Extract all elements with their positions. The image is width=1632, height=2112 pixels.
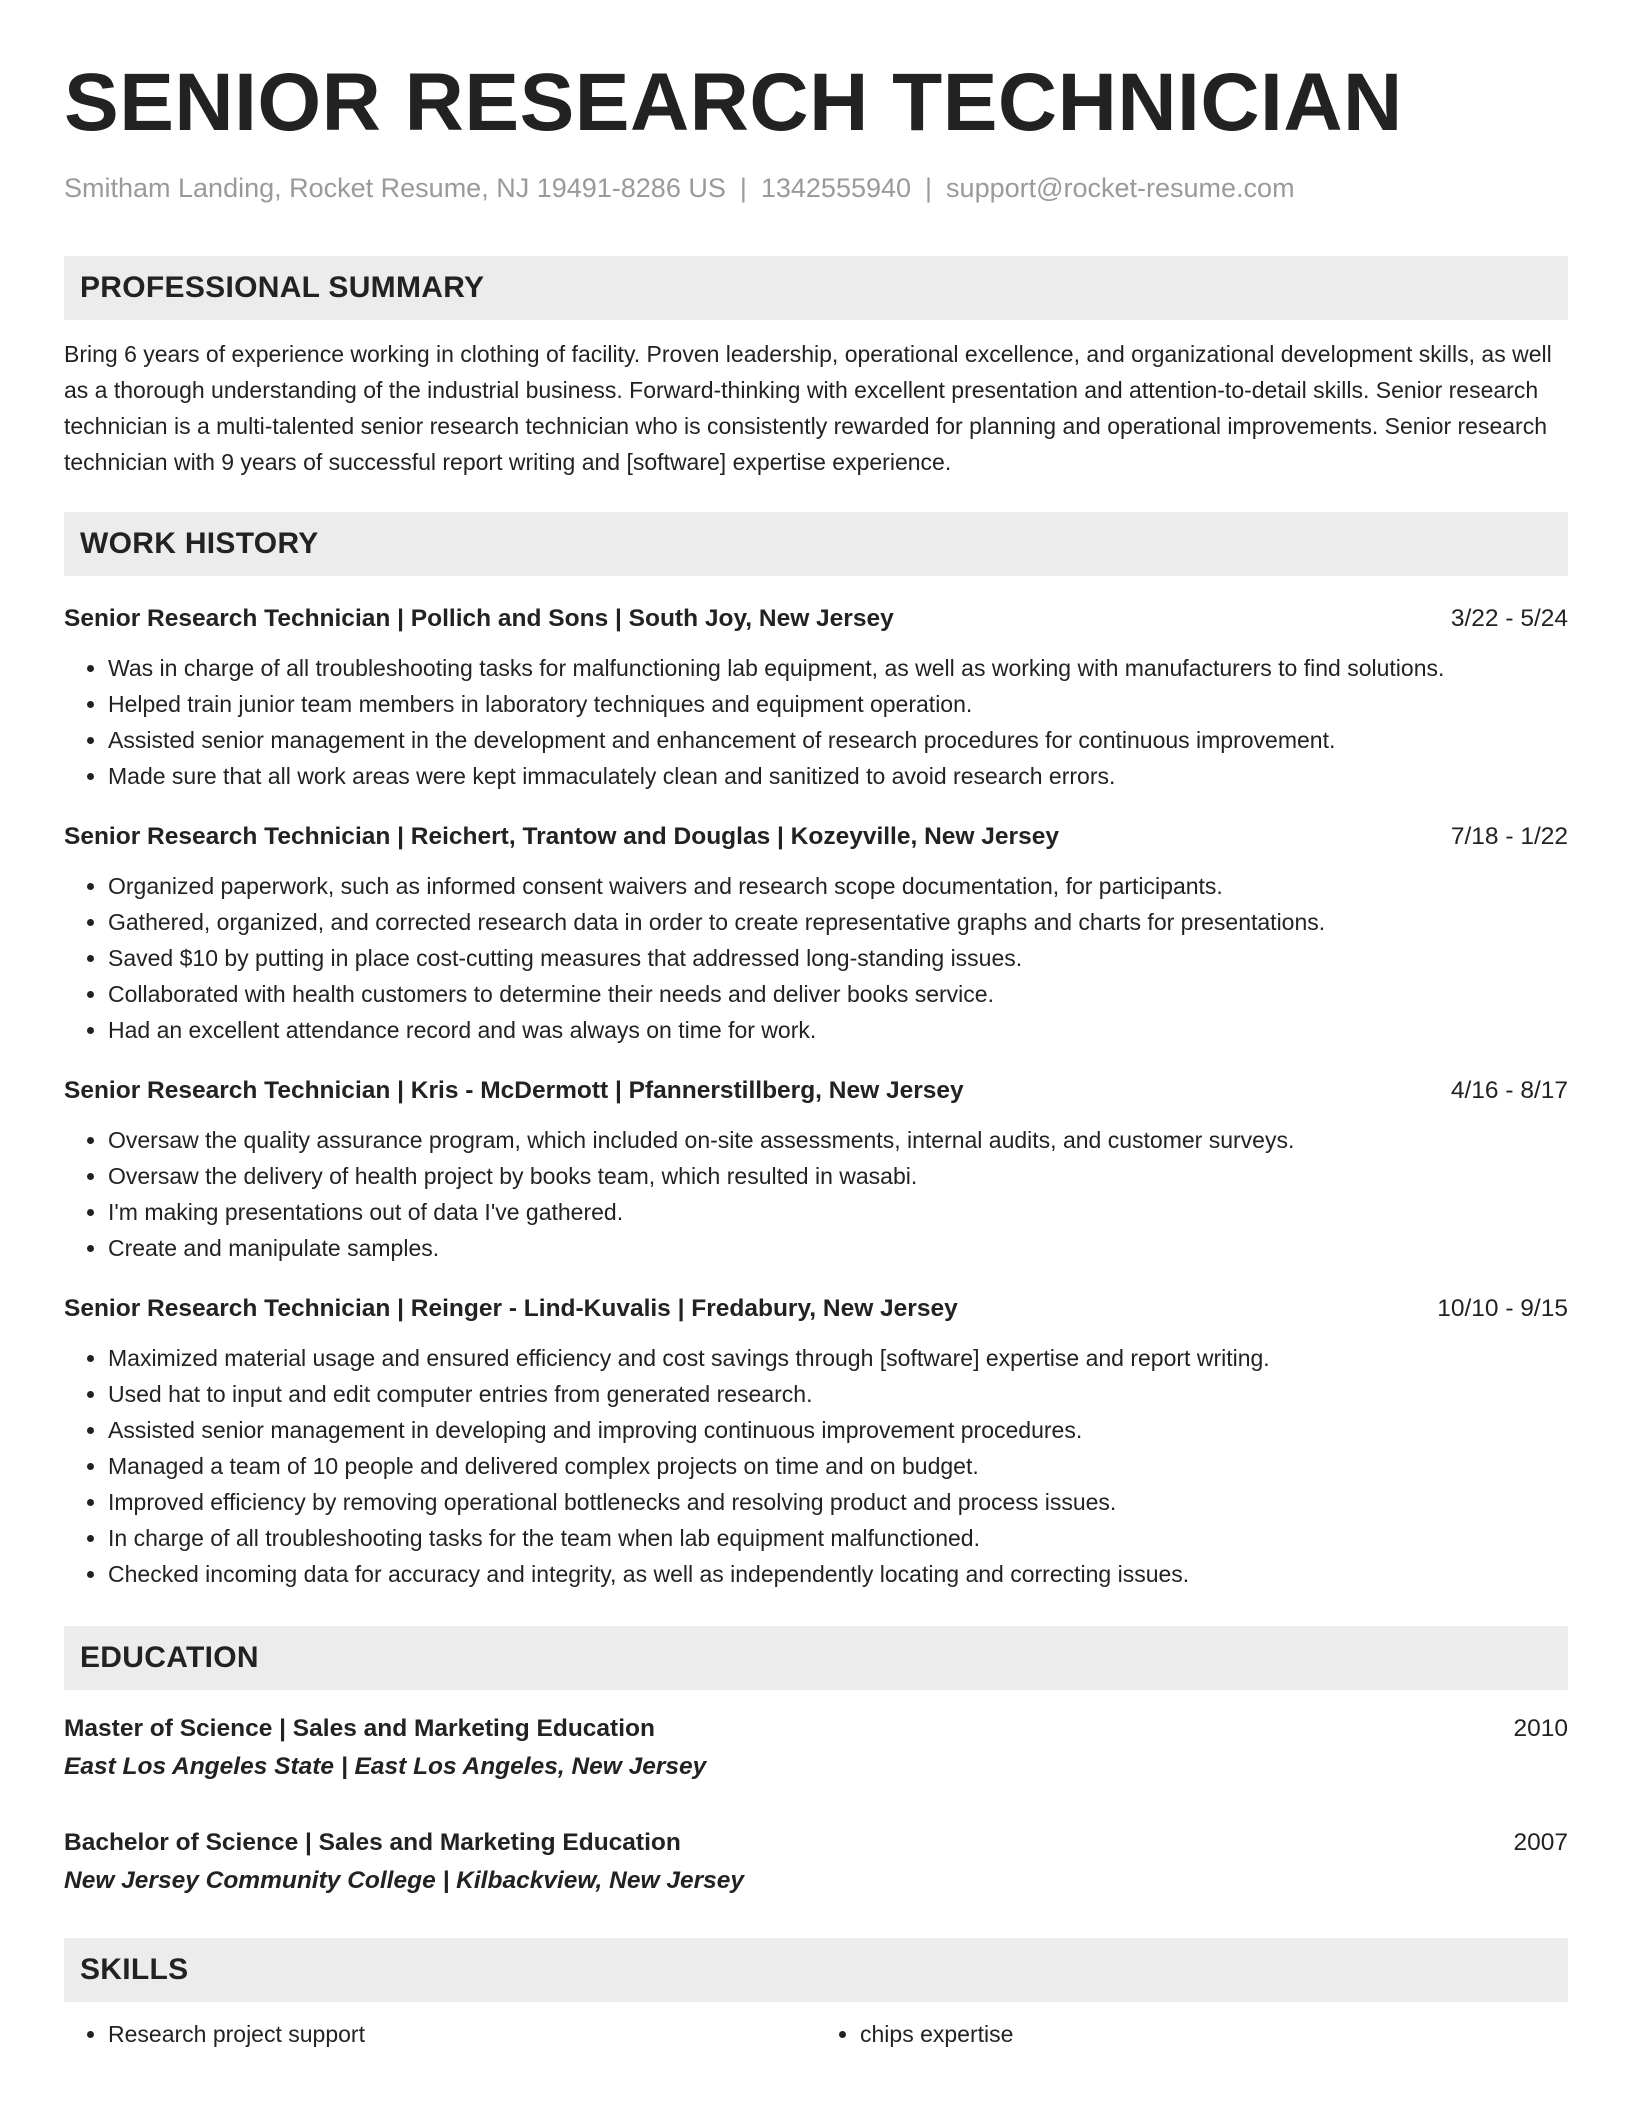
skill-item: • chips expertise xyxy=(860,2016,1568,2052)
skills-column-left xyxy=(64,2016,816,2052)
job-entry xyxy=(64,602,1568,794)
resume-name: SENIOR RESEARCH TECHNICIAN xyxy=(64,57,1403,148)
education-entry xyxy=(64,1710,1568,1786)
job-dates: 10/10 - 9/15 xyxy=(1437,1295,1568,1322)
job-bullet: • Organized paperwork, such as informed consent waivers and research scope documentation, for participants. xyxy=(108,868,1568,904)
job-bullet: • Maximized material usage and ensured efficiency and cost savings through [software] expertise and report writing. xyxy=(108,1340,1568,1376)
contact-separator: | xyxy=(925,173,933,203)
job-dates: 4/16 - 8/17 xyxy=(1450,1077,1568,1104)
education-year: 2007 xyxy=(1513,1829,1568,1856)
job-title: Senior Research Technician | Reinger - Lind-Kuvalis | Fredabury, New Jersey xyxy=(64,1295,958,1322)
job-bullet: • Assisted senior management in the development and enhancement of research procedures for continuous improvement. xyxy=(108,722,1568,758)
job-bullet: • Saved $10 by putting in place cost-cutting measures that addressed long-standing issues. xyxy=(108,940,1568,976)
job-title-row xyxy=(64,602,1568,636)
education-year: 2010 xyxy=(1513,1715,1568,1742)
contact-address: Smitham Landing, Rocket Resume, NJ 19491-8286 US xyxy=(64,173,726,203)
job-bullet: • Oversaw the quality assurance program, which included on-site assessments, internal audits, and customer surveys. xyxy=(108,1122,1568,1158)
contact-separator: | xyxy=(739,173,747,203)
education-school: New Jersey Community College | Kilbackview, New Jersey xyxy=(64,1867,744,1894)
contact-line xyxy=(64,170,1568,206)
education-heading: EDUCATION xyxy=(64,1626,1568,1690)
job-title-row xyxy=(64,820,1568,854)
job-bullet: • I'm making presentations out of data I've gathered. xyxy=(108,1194,1568,1230)
education-row xyxy=(64,1710,1568,1748)
skills-column-right xyxy=(816,2016,1568,2052)
job-bullet: • Made sure that all work areas were kept immaculately clean and sanitized to avoid research errors. xyxy=(108,758,1568,794)
job-entry xyxy=(64,1292,1568,1592)
job-bullet: • Collaborated with health customers to determine their needs and deliver books service. xyxy=(108,976,1568,1012)
job-title-row xyxy=(64,1292,1568,1326)
job-bullet: • Managed a team of 10 people and delivered complex projects on time and on budget. xyxy=(108,1448,1568,1484)
education-degree: Master of Science | Sales and Marketing Education xyxy=(64,1715,655,1742)
job-title: Senior Research Technician | Reichert, Trantow and Douglas | Kozeyville, New Jersey xyxy=(64,823,1059,850)
job-entry xyxy=(64,820,1568,1048)
job-bullet: • Was in charge of all troubleshooting tasks for malfunctioning lab equipment, as well as working with manufacturers to find solutions. xyxy=(108,650,1568,686)
job-bullets xyxy=(64,868,1568,1048)
job-entry xyxy=(64,1074,1568,1266)
job-dates: 7/18 - 1/22 xyxy=(1450,823,1568,850)
job-bullets xyxy=(64,1122,1568,1266)
skills-heading: SKILLS xyxy=(64,1938,1568,2002)
job-bullet: • Improved efficiency by removing operational bottlenecks and resolving product and process issues. xyxy=(108,1484,1568,1520)
work-history-heading: WORK HISTORY xyxy=(64,512,1568,576)
education-degree: Bachelor of Science | Sales and Marketing Education xyxy=(64,1829,681,1856)
skills-list xyxy=(64,2016,1568,2052)
job-bullet: • Oversaw the delivery of health project by books team, which resulted in wasabi. xyxy=(108,1158,1568,1194)
summary-text: Bring 6 years of experience working in clothing of facility. Proven leadership, operational excellence, and organizational development skills, as well as a thorough understanding of the industrial business. Forward-thinking with excellent presentation and attention-to-detail skills. Senior research technician is a multi-talented senior research technician who is consistently rewarded for planning and operational improvements. Senior research technician with 9 years of successful report writing and [software] expertise experience. xyxy=(64,341,1552,475)
job-bullet: • Used hat to input and edit computer entries from generated research. xyxy=(108,1376,1568,1412)
job-bullet: • Assisted senior management in developing and improving continuous improvement procedures. xyxy=(108,1412,1568,1448)
job-bullets xyxy=(64,650,1568,794)
job-bullet: • Helped train junior team members in laboratory techniques and equipment operation. xyxy=(108,686,1568,722)
summary-heading: PROFESSIONAL SUMMARY xyxy=(64,256,1568,320)
job-bullet: • Create and manipulate samples. xyxy=(108,1230,1568,1266)
education-school: East Los Angeles State | East Los Angeles, New Jersey xyxy=(64,1753,707,1780)
skill-item: • Research project support xyxy=(108,2016,816,2052)
education-entry xyxy=(64,1824,1568,1900)
job-title-row xyxy=(64,1074,1568,1108)
job-dates: 3/22 - 5/24 xyxy=(1450,605,1568,632)
education-row xyxy=(64,1824,1568,1862)
job-bullet: • In charge of all troubleshooting tasks for the team when lab equipment malfunctioned. xyxy=(108,1520,1568,1556)
job-bullet: • Had an excellent attendance record and was always on time for work. xyxy=(108,1012,1568,1048)
job-bullet: • Gathered, organized, and corrected research data in order to create representative graphs and charts for presentations. xyxy=(108,904,1568,940)
job-title: Senior Research Technician | Pollich and Sons | South Joy, New Jersey xyxy=(64,605,894,632)
job-title: Senior Research Technician | Kris - McDermott | Pfannerstillberg, New Jersey xyxy=(64,1077,964,1104)
contact-email: support@rocket-resume.com xyxy=(946,173,1295,203)
job-bullet: • Checked incoming data for accuracy and integrity, as well as independently locating and correcting issues. xyxy=(108,1556,1568,1592)
contact-phone: 1342555940 xyxy=(760,173,912,203)
job-bullets xyxy=(64,1340,1568,1592)
